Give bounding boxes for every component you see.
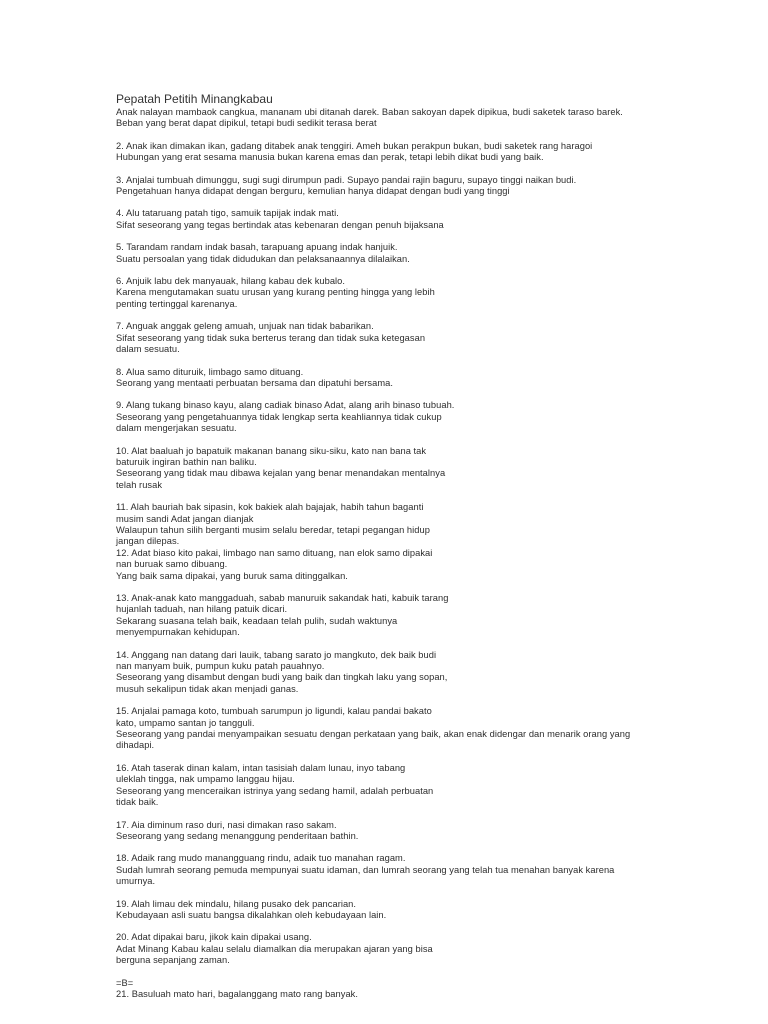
paragraph-line: Hubungan yang erat sesama manusia bukan karena emas dan perak, tetapi lebih dikat budi yang baik. — [116, 152, 544, 163]
proverb-paragraph — [116, 141, 658, 164]
paragraph-line: 20. Adat dipakai baru, jikok kain dipakai usang. — [116, 932, 312, 943]
paragraph-line: kato, umpamo santan jo tangguli. — [116, 717, 255, 728]
paragraph-line: Seseorang yang disambut dengan budi yang baik dan tingkah laku yang sopan, — [116, 672, 448, 683]
paragraph-line: 16. Atah taserak dinan kalam, intan tasisiah dalam lunau, inyo tabang — [116, 762, 406, 773]
proverb-paragraph — [116, 763, 658, 809]
proverb-paragraph — [116, 650, 658, 696]
proverb-paragraph — [116, 107, 658, 130]
proverb-paragraph — [116, 548, 658, 582]
paragraph-line: Sekarang suasana telah baik, keadaan telah pulih, sudah waktunya — [116, 615, 398, 626]
paragraph-line: 21. Basuluah mato hari, bagalanggang mato rang banyak. — [116, 988, 359, 999]
paragraph-line: umurnya. — [116, 876, 156, 887]
proverb-paragraph — [116, 242, 658, 265]
paragraph-line: menyempurnakan kehidupan. — [116, 627, 240, 638]
paragraph-line: Kebudayaan asli suatu bangsa dikalahkan oleh kebudayaan lain. — [116, 909, 387, 920]
paragraph-line: Seseorang yang menceraikan istrinya yang sedang hamil, adalah perbuatan — [116, 785, 434, 796]
paragraph-line: dalam sesuatu. — [116, 344, 180, 355]
proverb-paragraph — [116, 321, 658, 355]
paragraph-line: Pengetahuan hanya didapat dengan berguru, kemulian hanya didapat dengan budi yang tinggi — [116, 186, 510, 197]
paragraph-line: 15. Anjalai pamaga koto, tumbuah sarumpun jo ligundi, kalau pandai bakato — [116, 706, 432, 717]
paragraph-line: uleklah tingga, nak umpamo langgau hijau. — [116, 774, 295, 785]
paragraph-line: dalam mengerjakan sesuatu. — [116, 423, 237, 434]
paragraph-line: 6. Anjuik labu dek manyauak, hilang kabau dek kubalo. — [116, 276, 346, 287]
paragraph-line: 17. Aia diminum raso duri, nasi dimakan raso sakam. — [116, 819, 337, 830]
paragraph-line: Seseorang yang sedang menanggung penderitaan bathin. — [116, 830, 359, 841]
proverb-paragraph — [116, 593, 658, 639]
paragraph-line: Karena mengutamakan suatu urusan yang kurang penting hingga yang lebih — [116, 287, 435, 298]
paragraph-line: nan manyam buik, pumpun kuku patah pauahnyo. — [116, 661, 325, 672]
paragraph-line: 11. Alah bauriah bak sipasin, kok bakiek alah bajajak, habih tahun baganti — [116, 502, 424, 513]
paragraph-line: musuh sekalipun tidak akan menjadi ganas. — [116, 683, 299, 694]
paragraph-line: 7. Anguak anggak geleng amuah, unjuak nan tidak babarikan. — [116, 321, 374, 332]
paragraph-line: 13. Anak-anak kato manggaduah, sabab manuruik sakandak hati, kabuik tarang — [116, 593, 449, 603]
paragraph-line: 14. Anggang nan datang dari lauik, tabang sarato jo mangkuto, dek baik budi — [116, 649, 437, 660]
proverb-paragraph — [116, 853, 658, 887]
paragraph-line: jangan dilepas. — [116, 536, 180, 547]
paragraph-line: nan buruak samo dibuang. — [116, 559, 228, 570]
proverb-paragraph — [116, 899, 658, 922]
paragraph-line: Sifat seseorang yang tidak suka berterus terang dan tidak suka ketegasan — [116, 332, 426, 343]
paragraph-line: Sudah lumrah seorang pemuda mempunyai suatu idaman, dan lumrah seorang yang telah tua menahan banyak karena — [116, 864, 615, 875]
paragraph-line: baturuik ingiran bathin nan baliku. — [116, 456, 257, 467]
proverb-paragraph — [116, 400, 658, 434]
paragraph-line: =B= — [116, 977, 134, 988]
paragraph-line: 5. Tarandam randam indak basah, tarapuang apuang indak hanjuik. — [116, 242, 398, 253]
paragraph-line: Yang baik sama dipakai, yang buruk sama ditinggalkan. — [116, 570, 348, 581]
paragraph-line: 12. Adat biaso kito pakai, limbago nan samo dituang, nan elok samo dipakai — [116, 547, 433, 558]
proverb-paragraph — [116, 978, 658, 1001]
paragraph-line: 8. Alua samo dituruik, limbago samo dituang. — [116, 366, 304, 377]
paragraph-line: berguna sepanjang zaman. — [116, 955, 230, 966]
proverb-paragraph — [116, 367, 658, 390]
document-title: Pepatah Petitih Minangkabau — [116, 92, 273, 106]
proverb-paragraph — [116, 502, 658, 548]
paragraph-line: penting tertinggal karenanya. — [116, 298, 238, 309]
paragraph-line: 10. Alat baaluah jo bapatuik makanan banang siku-siku, kato nan bana tak — [116, 445, 427, 456]
proverb-paragraph — [116, 446, 658, 492]
paragraph-line: Suatu persoalan yang tidak didudukan dan pelaksanaannya dilalaikan. — [116, 253, 410, 264]
paragraph-line: 4. Alu tataruang patah tigo, samuik tapijak indak mati. — [116, 208, 339, 219]
paragraph-line: Seseorang yang pengetahuannya tidak lengkap serta keahliannya tidak cukup — [116, 411, 442, 422]
paragraph-line: Adat Minang Kabau kalau selalu diamalkan dia merupakan ajaran yang bisa — [116, 943, 433, 954]
proverb-list — [116, 107, 658, 1000]
proverb-paragraph — [116, 820, 658, 843]
proverb-paragraph — [116, 932, 658, 966]
paragraph-line: 9. Alang tukang binaso kayu, alang cadiak binaso Adat, alang arih binaso tubuah. — [116, 400, 455, 411]
paragraph-line: Seorang yang mentaati perbuatan bersama dan dipatuhi bersama. — [116, 377, 393, 388]
paragraph-line: musim sandi Adat jangan dianjak — [116, 513, 254, 524]
paragraph-line: hujanlah taduah, nan hilang patuik dicari. — [116, 604, 288, 615]
paragraph-line: Seseorang yang tidak mau dibawa kejalan yang benar menandakan mentalnya — [116, 468, 446, 479]
paragraph-line: Beban yang berat dapat dipikul, tetapi budi sedikit terasa berat — [116, 118, 377, 129]
paragraph-line: 19. Alah limau dek mindalu, hilang pusako dek pancarian. — [116, 898, 357, 909]
paragraph-line: dihadapi. — [116, 740, 155, 751]
paragraph-line: 2. Anak ikan dimakan ikan, gadang ditabek anak tenggiri. Ameh bukan perakpun bukan, budi saketek rang haragoi — [116, 140, 593, 151]
proverb-paragraph — [116, 276, 658, 310]
proverb-paragraph — [116, 175, 658, 198]
paragraph-line: 18. Adaik rang mudo manangguang rindu, adaik tuo manahan ragam. — [116, 853, 406, 864]
proverb-paragraph — [116, 706, 658, 752]
paragraph-line: Sifat seseorang yang tegas bertindak atas kebenaran dengan penuh bijaksana — [116, 219, 444, 230]
paragraph-line: tidak baik. — [116, 797, 159, 808]
proverb-paragraph — [116, 208, 658, 231]
paragraph-line: Walaupun tahun silih berganti musim selalu beredar, tetapi pegangan hidup — [116, 524, 430, 535]
paragraph-line: telah rusak — [116, 479, 163, 490]
paragraph-line: Anak nalayan mambaok cangkua, mananam ubi ditanah darek. Baban sakoyan dapek dipikua, budi saketek taraso barek. — [116, 107, 623, 117]
paragraph-line: Seseorang yang pandai menyampaikan sesuatu dengan perkataan yang baik, akan enak didengar dan menarik orang yang — [116, 729, 631, 740]
paragraph-line: 3. Anjalai tumbuah dimunggu, sugi sugi dirumpun padi. Supayo pandai rajin baguru, supayo tinggi naikan budi. — [116, 174, 577, 185]
